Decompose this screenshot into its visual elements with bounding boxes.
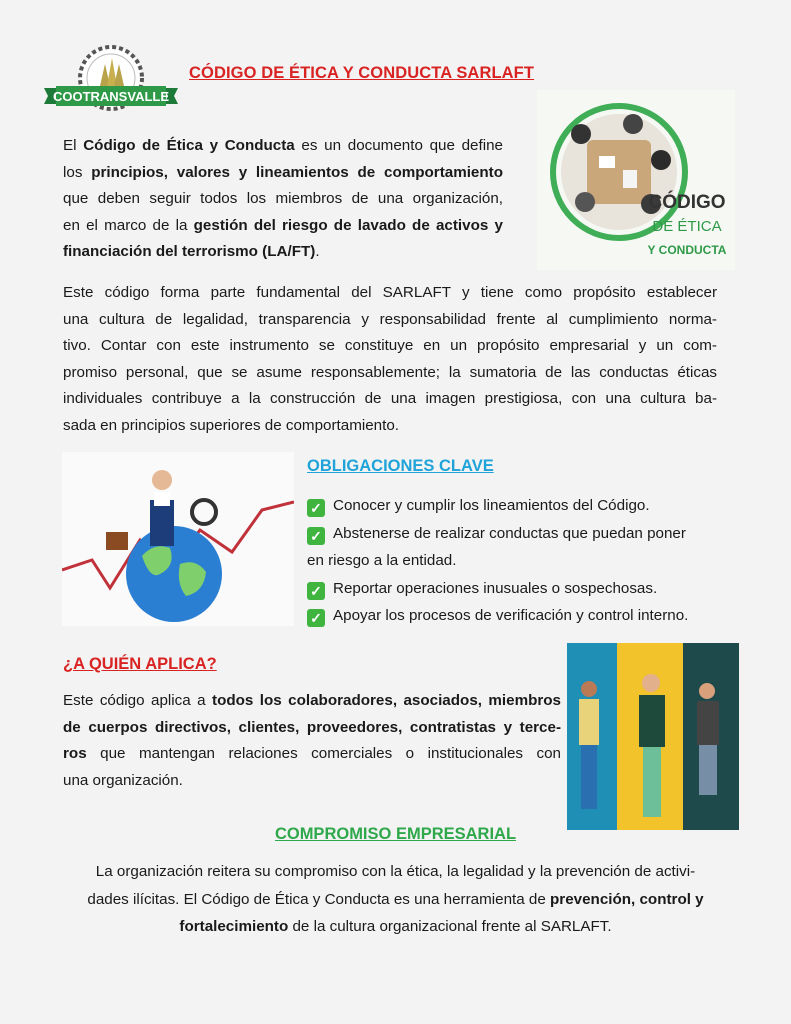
compromiso-paragraph: La organización reitera su compromiso con la ética, la legalidad y la prevención de activi- dades ilícitas. El Código de Ética y Conducta es una herramienta de prevención, control y fortalecimiento de la cultura organizacional frente al SARLAFT. xyxy=(87,863,704,935)
check-icon: ✓ xyxy=(307,527,325,545)
list-item: ✓ Conocer y cumplir los lineamientos del Código. xyxy=(307,492,737,520)
obligaciones-title: OBLIGACIONES CLAVE xyxy=(307,457,494,475)
check-icon: ✓ xyxy=(307,499,325,517)
list-item: ✓ Apoyar los procesos de verificación y control interno. xyxy=(307,602,737,630)
logo-text: COOTRANSVALLE xyxy=(52,89,170,104)
svg-text:Y CONDUCTA: Y CONDUCTA xyxy=(647,243,727,257)
quien-aplica-title: ¿A QUIÉN APLICA? xyxy=(63,655,217,673)
check-icon: ✓ xyxy=(307,609,325,627)
purpose-paragraph: Este código forma parte fundamental del SARLAFT y tiene como propósito establecer una cultura de legalidad, transparencia y responsabilidad frente al cumplimiento norma- tivo. Contar con este instrumento se constituye en un propósito empresarial y un com- promiso personal, que se asume responsablemente; la sumatoria de las conductas éticas individuales contribuye a la construcción de una imagen prestigiosa, con una cultura ba- sada en principios superiores de comportamiento. xyxy=(63,284,717,434)
svg-text:CÓDIGO: CÓDIGO xyxy=(648,192,726,213)
cootransvalle-logo xyxy=(44,44,178,120)
check-icon: ✓ xyxy=(307,582,325,600)
compromiso-title: COMPROMISO EMPRESARIAL xyxy=(274,825,517,843)
page-title: CÓDIGO DE ÉTICA Y CONDUCTA SARLAFT xyxy=(189,64,535,82)
list-item: ✓ Reportar operaciones inusuales o sospechosas. xyxy=(307,575,737,603)
people-image xyxy=(567,643,739,830)
list-item-continuation: en riesgo a la entidad. xyxy=(307,552,457,569)
list-item: ✓ Abstenerse de realizar conductas que puedan poner xyxy=(307,520,737,548)
businessman-globe-image xyxy=(62,452,294,626)
svg-text:DE ÉTICA: DE ÉTICA xyxy=(652,218,722,235)
obligaciones-list xyxy=(307,492,737,630)
meeting-image xyxy=(537,90,735,270)
intro-paragraph: El Código de Ética y Conducta es un documento que define los principios, valores y lineamientos de comportamiento que deben seguir todos los miembros de una organización, en el marco de la gestión del riesgo de lavado de activos y financiación del terrorismo (LA/FT). xyxy=(63,137,503,260)
quien-aplica-paragraph: Este código aplica a todos los colaboradores, asociados, miembros de cuerpos directivos, clientes, proveedores, contratistas y terce- ros que mantengan relaciones comerciales o institucionales con una organización. xyxy=(63,692,561,789)
